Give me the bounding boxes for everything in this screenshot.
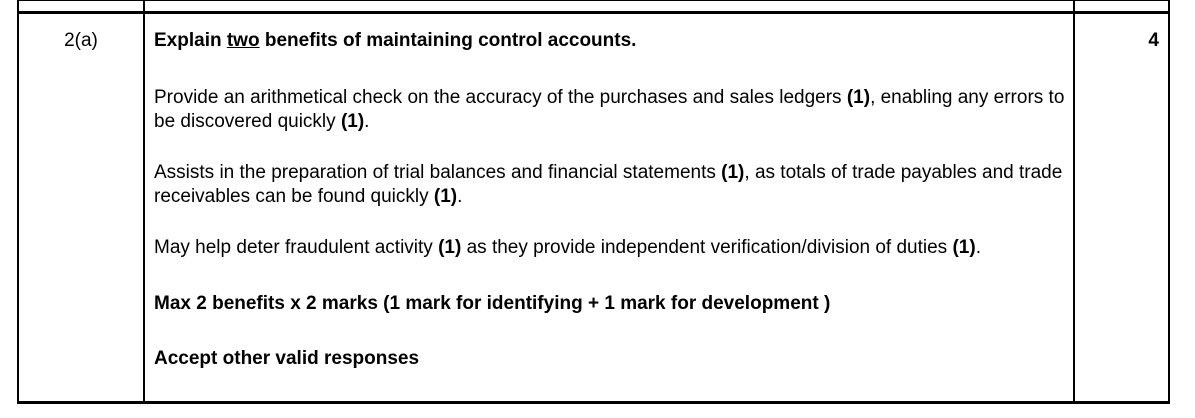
text-segment: May help deter fraudulent activity (154, 237, 439, 258)
answer-cell (145, 14, 1075, 401)
text-segment: . (975, 237, 981, 258)
mark-indicator: (1) (433, 186, 458, 207)
answer-point-1 (154, 86, 1069, 134)
question-heading (154, 29, 1069, 53)
question-row (19, 14, 1168, 401)
question-number-cell (19, 14, 145, 401)
heading-segment: Explain (154, 30, 227, 51)
mark-indicator: (1) (721, 162, 745, 183)
mark-indicator: (1) (340, 111, 365, 132)
stub-answer-cell (145, 1, 1075, 11)
mark-indicator: (1) (846, 87, 871, 108)
marks-cell (1075, 14, 1168, 401)
accept-other-responses-note: Accept other valid responses (154, 348, 420, 369)
text-segment: . (457, 186, 463, 207)
question-number: 2(a) (64, 30, 98, 51)
previous-row-stub (19, 1, 1168, 14)
text-segment: . (364, 111, 370, 132)
text-segment: as they provide independent verification/division of duties (461, 237, 953, 258)
mark-indicator: (1) (438, 237, 462, 258)
stub-marks-cell (1075, 1, 1168, 11)
text-segment: , as totals of trade payables and trade receivables can be found quickly (154, 162, 1063, 207)
heading-segment: benefits of maintaining control accounts. (259, 30, 637, 51)
stub-question-cell (19, 1, 145, 11)
text-segment: Assists in the preparation of trial balances and financial statements (154, 162, 722, 183)
mark-scheme-table (17, 0, 1170, 404)
max-marks-note: Max 2 benefits x 2 marks (1 mark for identifying + 1 mark for development ) (154, 293, 831, 314)
mark-indicator: (1) (952, 237, 976, 258)
answer-point-3 (154, 236, 1069, 260)
heading-underlined-word: two (226, 30, 260, 51)
text-segment: Provide an arithmetical check on the accuracy of the purchases and sales ledgers (154, 87, 847, 108)
marks-value: 4 (1148, 30, 1159, 51)
text-segment: , enabling any errors to be discovered quickly (154, 87, 1065, 132)
answer-point-2 (154, 161, 1069, 209)
